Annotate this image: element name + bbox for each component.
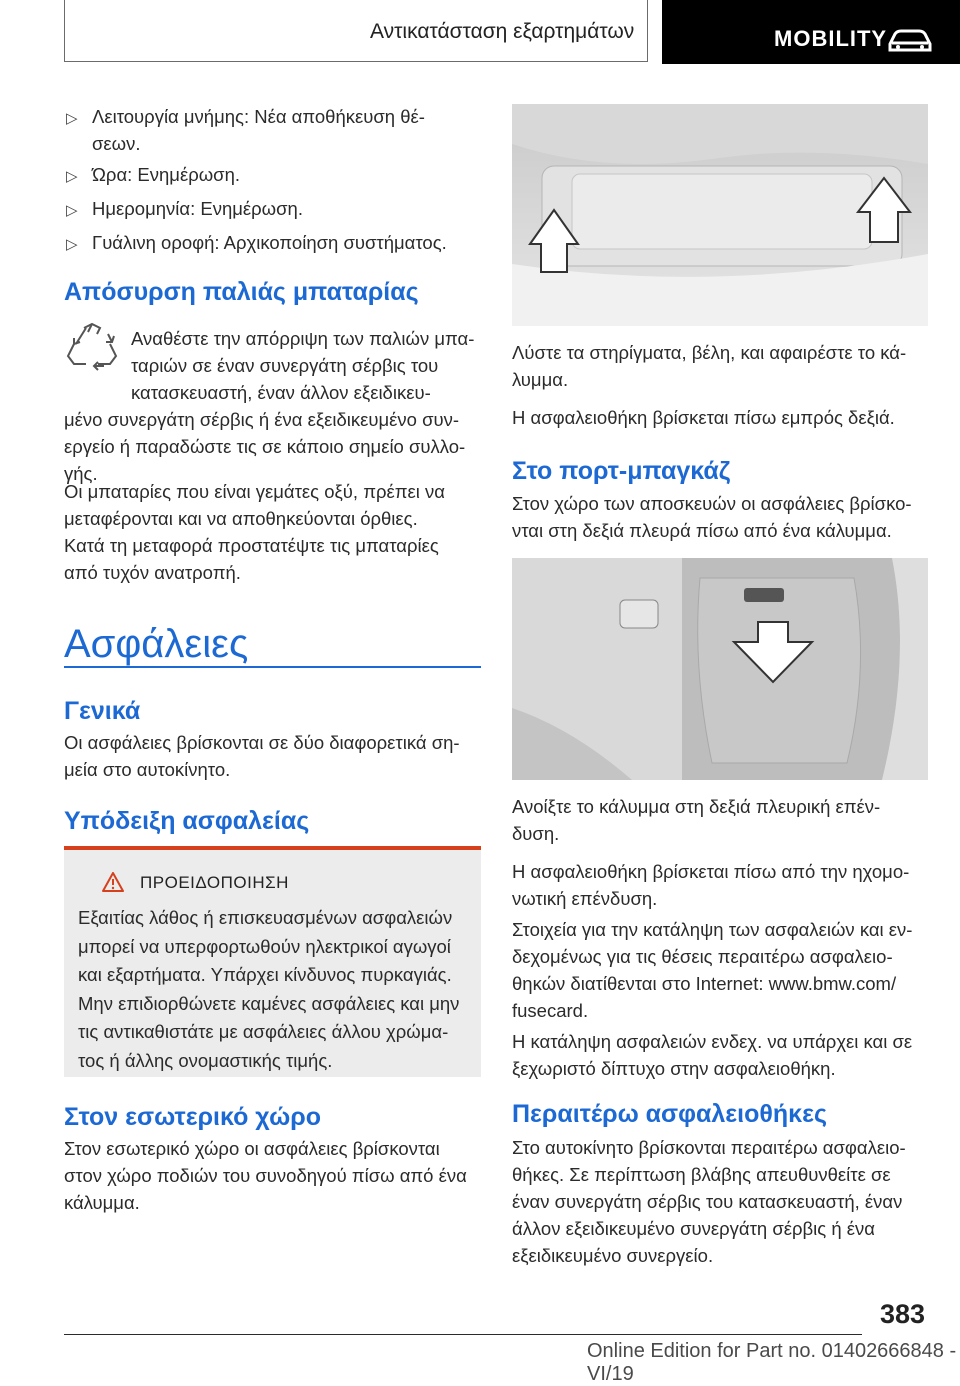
section-tab (662, 0, 960, 64)
safety-heading: Υπόδειξη ασφαλείας (64, 807, 310, 835)
warning-bar (64, 846, 481, 850)
heading-rule (64, 666, 481, 668)
more-para-line: άλλον εξειδικευμένο συνεργάτη σέρβις ή ένα (512, 1218, 875, 1239)
caption-line: δυση. (512, 823, 560, 844)
battery-para-line: μένο συνεργάτη σέρβις ή ένα εξειδικευμένο συν- (64, 409, 460, 430)
battery-para-line: γής. (64, 463, 98, 484)
caption-line: Λύστε τα στηρίγματα, βέλη, και αφαιρέστε το κά- (512, 342, 907, 363)
body-line: Στοιχεία για την κατάληψη των ασφαλειών και εν- (512, 919, 913, 940)
trunk-panel-photo (512, 558, 928, 780)
warning-box (64, 846, 481, 1077)
body-line: Η κατάληψη ασφαλειών ενδεχ. να υπάρχει και σε (512, 1031, 913, 1052)
header-title: Αντικατάσταση εξαρτημάτων (370, 20, 635, 43)
list-item: Λειτουργία μνήμης: Νέα αποθήκευση θέ- (92, 106, 425, 127)
interior-para-line: Στον εσωτερικό χώρο οι ασφάλειες βρίσκονται (64, 1138, 440, 1159)
general-heading: Γενικά (64, 697, 141, 725)
acid-para-line: μεταφέρονται και να αποθηκεύονται όρθιες. (64, 508, 418, 529)
recycle-icon (64, 322, 120, 374)
interior-para-line: κάλυμμα. (64, 1192, 140, 1213)
warning-triangle-icon (102, 872, 124, 892)
body-line: Η ασφαλειοθήκη βρίσκεται πίσω από την ηχομο- (512, 861, 910, 882)
more-para-line: θήκες. Σε περίπτωση βλάβης απευθυνθείτε σε (512, 1164, 891, 1185)
warning-line: τις αντικαθιστάτε με ασφάλειες άλλου χρώμα- (78, 1021, 449, 1042)
caption-line: λυμμα. (512, 369, 569, 390)
car-icon (886, 28, 934, 54)
battery-para-line: ταριών σε έναν συνεργάτη σέρβις του (131, 355, 439, 376)
list-item: Γυάλινη οροφή: Αρχικοποίηση συστήματος. (92, 232, 447, 253)
warning-line: και εξαρτήματα. Υπάρχει κίνδυνος πυρκαγιάς. (78, 964, 452, 985)
warning-line: Εξαιτίας λάθος ή επισκευασμένων ασφαλειών (78, 907, 453, 928)
warning-line: Μην επιδιορθώνετε καμένες ασφάλειες και μην (78, 992, 460, 1014)
general-para-line: μεία στο αυτοκίνητο. (64, 759, 231, 780)
interior-para-line: στον χώρο ποδιών του συνοδηγού πίσω από ένα (64, 1165, 467, 1186)
body-line: ξεχωριστό δίπτυχο στην ασφαλειοθήκη. (512, 1058, 836, 1079)
fuse-cover-photo (512, 104, 928, 326)
bullet-arrow-icon: ▷ (66, 110, 78, 127)
trunk-para-line: Στον χώρο των αποσκευών οι ασφάλειες βρίσκο- (512, 493, 912, 514)
caption-line: Ανοίξτε το κάλυμμα στη δεξιά πλευρική επέν- (512, 796, 881, 817)
body-line: fusecard. (512, 1000, 589, 1021)
warning-text (78, 904, 476, 1075)
bullet-arrow-icon: ▷ (66, 168, 78, 185)
body-line: θηκών διατίθενται στο Internet: www.bmw.com/ (512, 973, 897, 994)
body-line: νωτική επένδυση. (512, 888, 658, 909)
battery-heading: Απόσυρση παλιάς μπαταρίας (64, 278, 419, 306)
list-item: Ώρα: Ενημέρωση. (92, 164, 241, 185)
warning-line: τος ή άλλης ονομαστικής τιμής. (78, 1049, 333, 1071)
battery-para-line: κατασκευαστή, έναν άλλον εξειδικευ- (131, 382, 431, 403)
bullet-arrow-icon: ▷ (66, 202, 78, 219)
list-item-cont: σεων. (92, 133, 141, 154)
more-para-line: εξειδικευμένο συνεργείο. (512, 1245, 714, 1266)
more-heading: Περαιτέρω ασφαλειοθήκες (512, 1100, 827, 1128)
footer-rule (64, 1334, 862, 1335)
more-para-line: έναν συνεργάτη σέρβις του κατασκευαστή, έναν (512, 1191, 903, 1212)
fuses-heading: Ασφάλειες (64, 622, 249, 666)
list-item: Ημερομηνία: Ενημέρωση. (92, 198, 303, 219)
warning-title: ΠΡΟΕΙΔΟΠΟΙΗΣΗ (140, 873, 289, 892)
footer-edition: Online Edition for Part no. 01402666848 - VI/19 (587, 1340, 957, 1385)
acid-para-line: από τυχόν ανατροπή. (64, 562, 241, 583)
section-label: MOBILITY (774, 26, 888, 51)
acid-para-line: Κατά τη μεταφορά προστατέψτε τις μπαταρίες (64, 535, 439, 556)
acid-para-line: Οι μπαταρίες που είναι γεμάτες οξύ, πρέπει να (64, 481, 445, 502)
battery-para-line: εργείο ή παραδώστε τις σε κάποιο σημείο συλλο- (64, 436, 466, 457)
battery-para-line: Αναθέστε την απόρριψη των παλιών μπα- (131, 328, 475, 349)
bullet-arrow-icon: ▷ (66, 236, 78, 253)
interior-heading: Στον εσωτερικό χώρο (64, 1103, 322, 1131)
general-para-line: Οι ασφάλειες βρίσκονται σε δύο διαφορετικά ση- (64, 732, 460, 753)
trunk-para-line: νται στη δεξιά πλευρά πίσω από ένα κάλυμμα. (512, 520, 892, 541)
more-para-line: Στο αυτοκίνητο βρίσκονται περαιτέρω ασφαλειο- (512, 1137, 906, 1158)
warning-line: μπορεί να υπερφορτωθούν ηλεκτρικοί αγωγοί (78, 935, 451, 957)
body-line: δεχομένως για τις θέσεις περαιτέρω ασφαλειο- (512, 946, 893, 967)
page-number: 383 (880, 1299, 926, 1329)
trunk-heading: Στο πορτ-μπαγκάζ (512, 457, 731, 485)
body-text: Η ασφαλειοθήκη βρίσκεται πίσω εμπρός δεξιά. (512, 407, 895, 428)
